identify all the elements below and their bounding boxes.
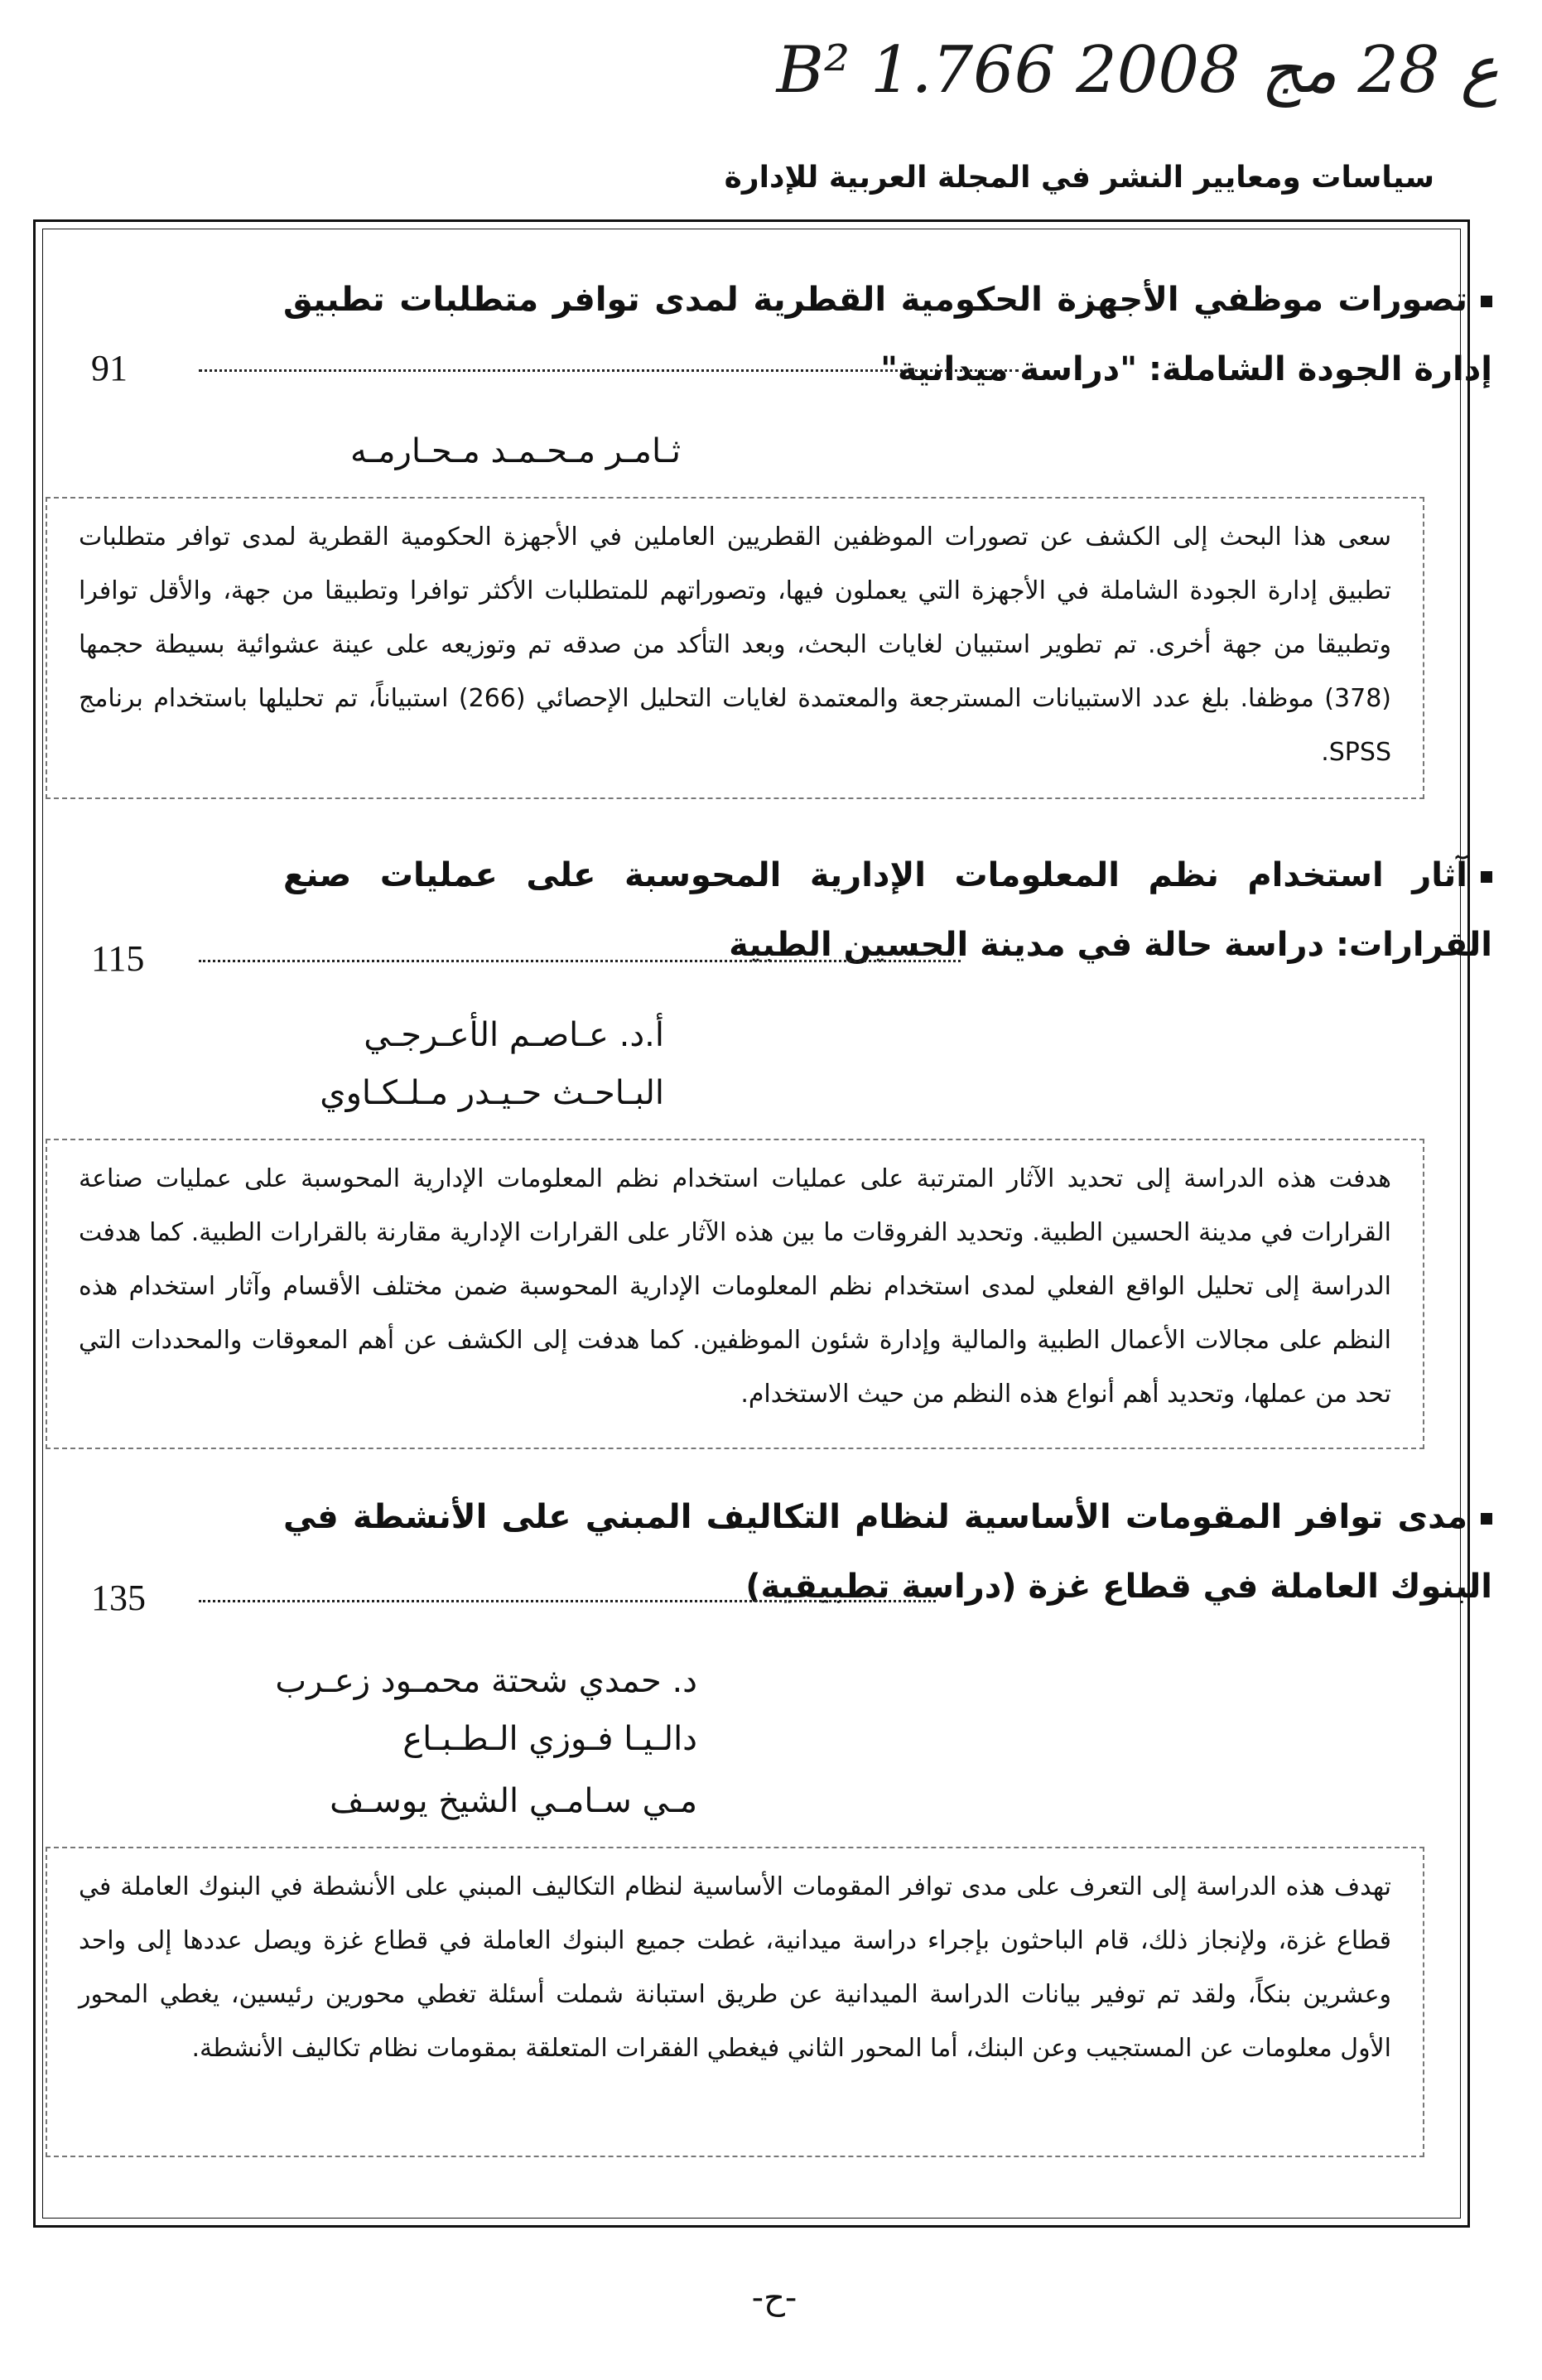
article-abstract-1: سعى هذا البحث إلى الكشف عن تصورات الموظفين القطريين العاملين في الأجهزة الحكومية القطرية لمدى توافر متطلبات تطبيق إدارة الجودة الشاملة في الأجهزة التي يعملون فيها، وتصوراتهم للمتطلبات الأكثر توافرا وتطبيقا من جهة، والأقل توافرا وتطبيقا من جهة أخرى. تم تطوير استبيان لغايات البحث، وبعد التأكد من صدقه تم وتوزيعه على عينة عشوائية بسيطة حجمها (378) موظفا. بلغ عدد الاستبيانات المسترجعة والمعتمدة لغايات التحليل الإحصائي (266) استبياناً، تم تحليلها باستخدام برنامج SPSS. [46,497,1424,799]
article-abstract-2: هدفت هذه الدراسة إلى تحديد الآثار المترتبة على عمليات استخدام نظم المعلومات الإدارية المحوسبة على عمليات صناعة القرارات في مدينة الحسين الطبية. وتحديد الفروقات ما بين هذه الآثار على القرارات الإدارية مقارنة بالقرارات الطبية. كما هدفت الدراسة إلى تحليل الواقع الفعلي لمدى استخدام نظم المعلومات الإدارية المحوسبة ضمن مختلف الأقسام وآثار استخدام هذه النظم على مجالات الأعمال الطبية والمالية وإدارة شئون الموظفين. كما هدفت إلى الكشف عن أهم المعوقات والمحددات التي تحد من عملها، وتحديد أهم أنواع هذه النظم من حيث الاستخدام. [46,1139,1424,1449]
article-title-2-text: آثار استخدام نظم المعلومات الإدارية المحوسبة على عمليات صنع القرارات: دراسة حالة في مدينة الحسين الطبية [283,856,1492,964]
article-author-1-1: ثـامـر مـحـمـد مـحـارمـه [350,432,681,470]
footer-page-number: -ح- [751,2279,798,2317]
article-title-3-text: مدى توافر المقومات الأساسية لنظام التكاليف المبني على الأنشطة في البنوك العاملة في قطاع غزة (دراسة تطبيقية) [283,1498,1492,1606]
running-head: سياسات ومعايير النشر في المجلة العربية للإدارة [724,161,1434,195]
page-number-2[interactable]: 115 [91,938,145,979]
page-number-1[interactable]: 91 [91,348,128,388]
article-author-3-2: دالـيـا فـوزي الـطـبـاع [402,1720,697,1758]
leader-dots-3 [199,1597,936,1602]
handwritten-reference-note: B² 1.ع 28 مج 2008 766 [776,33,1499,108]
bullet-icon [1481,871,1492,883]
article-abstract-3: تهدف هذه الدراسة إلى التعرف على مدى توافر المقومات الأساسية لنظام التكاليف المبني على الأنشطة في البنوك العاملة في قطاع غزة، ولإنجاز ذلك، قام الباحثون بإجراء دراسة ميدانية، غطت جميع البنوك العاملة في قطاع غزة ويصل عددها إلى واحد وعشرين بنكاً، ولقد تم توفير بيانات الدراسة الميدانية عن طريق استبانة شملت أسئلة تغطي محورين رئيسين، يغطي المحور الأول معلومات عن المستجيب وعن البنك، أما المحور الثاني فيغطي الفقرات المتعلقة بمقومات نظام تكاليف الأنشطة. [46,1847,1424,2157]
leader-dots-1 [199,366,1019,372]
bullet-icon [1481,296,1492,307]
article-author-2-2: البـاحـث حـيـدر مـلـكـاوي [320,1074,664,1112]
bullet-icon [1481,1513,1492,1525]
leader-dots-2 [199,956,961,962]
article-title-1[interactable] [283,265,1492,404]
article-author-3-3: مـي سـامـي الشيخ يوسـف [330,1782,697,1820]
article-title-1-text: تصورات موظفي الأجهزة الحكومية القطرية لمدى توافر متطلبات تطبيق إدارة الجودة الشاملة: "دراسة ميدانية" [283,281,1492,388]
article-author-3-1: د. حمدي شحتة محمـود زعـرب [275,1662,697,1700]
page-number-3[interactable]: 135 [91,1578,146,1618]
article-author-2-1: أ.د. عـاصـم الأعـرجـي [364,1016,664,1054]
